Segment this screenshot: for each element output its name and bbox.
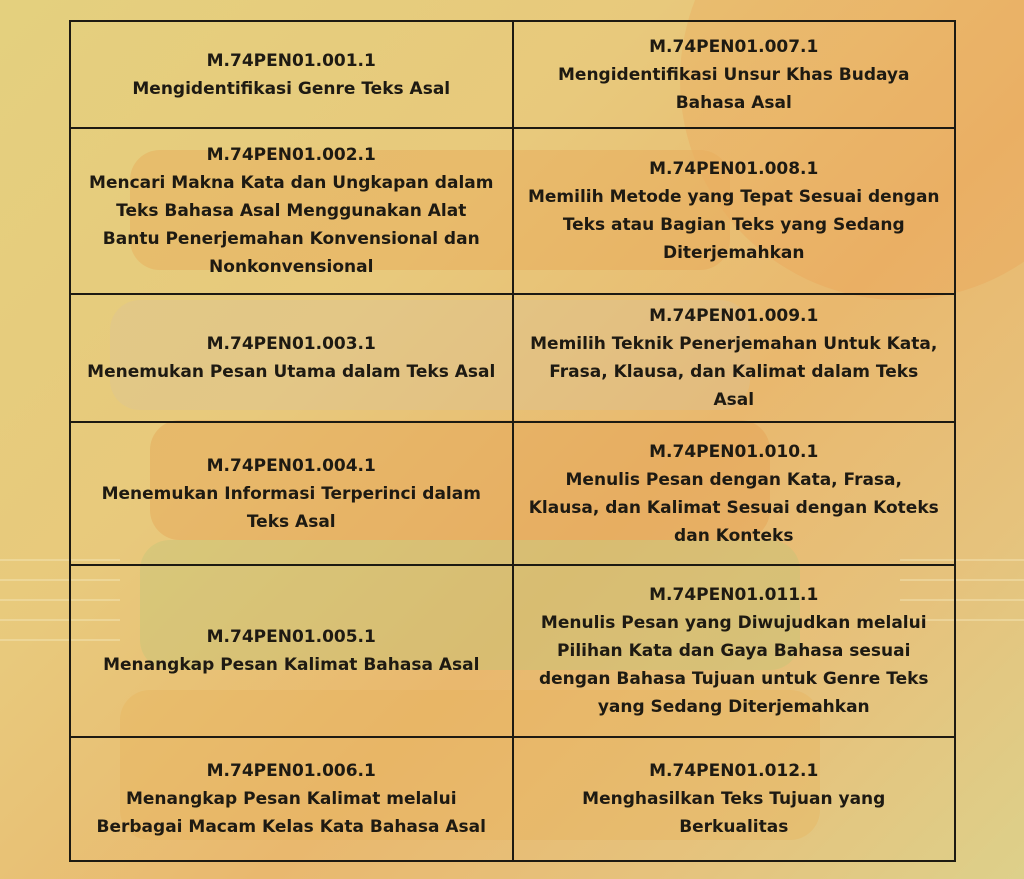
unit-title: Mencari Makna Kata dan Ungkapan dalam Teks Bahasa Asal Menggunakan Alat Bantu Penerjemahan Konvensional dan Nonkonvensional bbox=[89, 173, 494, 277]
unit-code: M.74PEN01.002.1 bbox=[206, 145, 376, 165]
unit-cell-003 bbox=[70, 294, 513, 422]
unit-cell-002 bbox=[70, 128, 513, 294]
unit-code: M.74PEN01.003.1 bbox=[206, 334, 376, 354]
unit-title: Menghasilkan Teks Tujuan yang Berkualitas bbox=[582, 789, 886, 837]
table-row bbox=[70, 737, 955, 861]
table-row bbox=[70, 21, 955, 128]
unit-code: M.74PEN01.001.1 bbox=[206, 50, 376, 71]
unit-title: Menemukan Pesan Utama dalam Teks Asal bbox=[87, 362, 496, 382]
unit-code: M.74PEN01.011.1 bbox=[649, 585, 819, 605]
unit-cell-010 bbox=[513, 422, 956, 565]
unit-code: M.74PEN01.005.1 bbox=[206, 627, 376, 647]
unit-code: M.74PEN01.008.1 bbox=[649, 159, 819, 179]
unit-title: Menangkap Pesan Kalimat melalui Berbagai Macam Kelas Kata Bahasa Asal bbox=[96, 789, 486, 837]
unit-cell-004 bbox=[70, 422, 513, 565]
unit-title: Mengidentifikasi Genre Teks Asal bbox=[132, 78, 451, 99]
unit-title: Menangkap Pesan Kalimat Bahasa Asal bbox=[103, 655, 480, 675]
unit-title: Memilih Metode yang Tepat Sesuai dengan Teks atau Bagian Teks yang Sedang Diterjemahkan bbox=[527, 187, 940, 263]
unit-cell-008 bbox=[513, 128, 956, 294]
unit-title: Menulis Pesan yang Diwujudkan melalui Pilihan Kata dan Gaya Bahasa sesuai dengan Bahasa Tujuan untuk Genre Teks yang Sedang Diterjemahkan bbox=[538, 613, 929, 717]
unit-cell-005 bbox=[70, 565, 513, 737]
table-row bbox=[70, 128, 955, 294]
unit-code: M.74PEN01.010.1 bbox=[649, 441, 819, 462]
table-row bbox=[70, 422, 955, 565]
unit-cell-006 bbox=[70, 737, 513, 861]
unit-code: M.74PEN01.012.1 bbox=[649, 761, 819, 781]
unit-title: Memilih Teknik Penerjemahan Untuk Kata, Frasa, Klausa, dan Kalimat dalam Teks Asal bbox=[530, 334, 938, 410]
unit-code: M.74PEN01.007.1 bbox=[649, 36, 819, 57]
unit-title: Menulis Pesan dengan Kata, Frasa, Klausa, dan Kalimat Sesuai dengan Koteks dan Konteks bbox=[528, 469, 939, 546]
unit-code: M.74PEN01.006.1 bbox=[206, 761, 376, 781]
table-row bbox=[70, 565, 955, 737]
unit-cell-001 bbox=[70, 21, 513, 128]
unit-code: M.74PEN01.009.1 bbox=[649, 306, 819, 326]
unit-cell-011 bbox=[513, 565, 956, 737]
unit-title: Mengidentifikasi Unsur Khas Budaya Bahasa Asal bbox=[558, 64, 910, 113]
table-row bbox=[70, 294, 955, 422]
competency-units-table bbox=[69, 20, 956, 862]
unit-code: M.74PEN01.004.1 bbox=[206, 455, 376, 476]
unit-cell-009 bbox=[513, 294, 956, 422]
unit-cell-012 bbox=[513, 737, 956, 861]
unit-cell-007 bbox=[513, 21, 956, 128]
unit-title: Menemukan Informasi Terperinci dalam Teks Asal bbox=[101, 483, 481, 532]
